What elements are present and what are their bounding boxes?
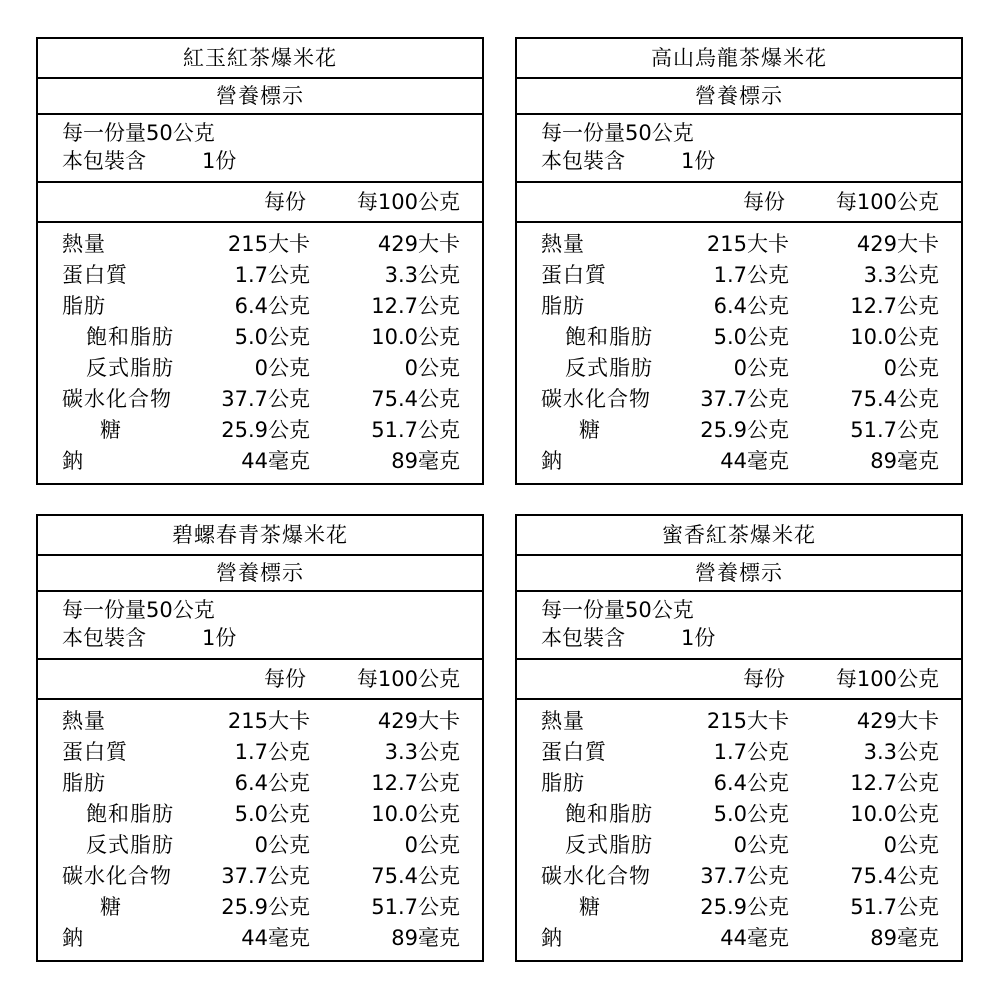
per-serving-value: 215大卡 [706,232,789,256]
serving-size-label: 每一份量 [62,598,146,622]
nutrient-name: 脂肪 [62,771,106,795]
table-row [38,260,482,291]
nutrient-name: 碳水化合物 [541,864,651,888]
nutrient-rows [517,706,961,954]
servings-value: 1份 [202,626,237,650]
table-row [38,291,482,322]
label-subtitle: 營養標示 [38,79,482,115]
table-row [517,923,961,954]
table-row [38,706,482,737]
nutrient-rows [517,229,961,477]
nutrient-name: 反式脂肪 [86,833,174,857]
serving-info [62,119,236,175]
table-row [38,415,482,446]
per-serving-value: 44毫克 [720,449,789,473]
table-row [38,229,482,260]
serving-size-value: 50公克 [146,598,215,622]
serving-size-value: 50公克 [625,598,694,622]
col-per-100g: 每100公克 [356,190,460,214]
per-100g-value: 12.7公克 [371,294,460,318]
column-header [38,181,482,223]
per-serving-value: 25.9公克 [700,418,789,442]
per-serving-value: 37.7公克 [700,864,789,888]
servings-label: 本包裝含 [541,626,625,650]
table-row [517,229,961,260]
nutrient-name: 糖 [579,418,601,442]
servings-label: 本包裝含 [62,626,146,650]
per-100g-value: 51.7公克 [850,895,939,919]
per-serving-value: 5.0公克 [713,802,789,826]
per-serving-value: 44毫克 [720,926,789,950]
label-title: 蜜香紅茶爆米花 [517,516,961,556]
nutrient-name: 熱量 [541,709,585,733]
table-row [38,923,482,954]
per-100g-value: 75.4公克 [371,387,460,411]
per-serving-value: 0公克 [733,833,789,857]
servings-value: 1份 [202,149,237,173]
table-row [517,291,961,322]
label-subtitle: 營養標示 [517,79,961,115]
per-serving-value: 0公克 [254,356,310,380]
servings-value: 1份 [681,149,716,173]
per-serving-value: 25.9公克 [700,895,789,919]
serving-info [62,596,236,652]
col-per-serving: 每份 [264,190,306,214]
col-per-serving: 每份 [264,667,306,691]
per-serving-value: 6.4公克 [713,771,789,795]
label-subtitle: 營養標示 [517,556,961,592]
table-row [517,861,961,892]
nutrient-name: 反式脂肪 [565,356,653,380]
nutrition-label-0 [36,37,484,485]
per-serving-value: 1.7公克 [713,740,789,764]
per-100g-value: 89毫克 [870,926,939,950]
table-row [38,861,482,892]
servings-label: 本包裝含 [62,149,146,173]
nutrient-name: 飽和脂肪 [565,802,653,826]
nutrient-name: 蛋白質 [541,740,607,764]
per-serving-value: 37.7公克 [221,864,310,888]
table-row [38,799,482,830]
per-serving-value: 0公克 [254,833,310,857]
table-row [517,768,961,799]
label-subtitle: 營養標示 [38,556,482,592]
table-row [517,706,961,737]
per-100g-value: 51.7公克 [371,895,460,919]
nutrient-name: 鈉 [62,926,84,950]
table-row [517,415,961,446]
nutrient-rows [38,706,482,954]
servings-label: 本包裝含 [541,149,625,173]
table-row [38,892,482,923]
nutrient-name: 蛋白質 [541,263,607,287]
nutrient-name: 碳水化合物 [62,864,172,888]
per-100g-value: 75.4公克 [850,864,939,888]
table-row [517,737,961,768]
per-serving-value: 0公克 [733,356,789,380]
per-serving-value: 6.4公克 [234,294,310,318]
per-serving-value: 215大卡 [227,709,310,733]
nutrient-name: 飽和脂肪 [86,325,174,349]
nutrient-name: 碳水化合物 [541,387,651,411]
per-serving-value: 5.0公克 [713,325,789,349]
per-100g-value: 429大卡 [856,709,939,733]
table-row [517,830,961,861]
per-100g-value: 75.4公克 [371,864,460,888]
table-row [38,384,482,415]
nutrient-name: 脂肪 [541,294,585,318]
nutrient-name: 反式脂肪 [565,833,653,857]
column-header [517,658,961,700]
per-100g-value: 89毫克 [870,449,939,473]
nutrient-name: 熱量 [541,232,585,256]
per-100g-value: 429大卡 [377,232,460,256]
per-serving-value: 6.4公克 [713,294,789,318]
col-per-100g: 每100公克 [356,667,460,691]
per-100g-value: 0公克 [883,356,939,380]
nutrient-rows [38,229,482,477]
nutrient-name: 脂肪 [62,294,106,318]
per-serving-value: 37.7公克 [221,387,310,411]
table-row [517,892,961,923]
per-serving-value: 5.0公克 [234,325,310,349]
nutrition-label-2 [36,514,484,962]
per-100g-value: 12.7公克 [371,771,460,795]
serving-info [541,596,715,652]
col-per-serving: 每份 [743,667,785,691]
per-100g-value: 89毫克 [391,926,460,950]
serving-size-value: 50公克 [146,121,215,145]
table-row [38,322,482,353]
label-title: 紅玉紅茶爆米花 [38,39,482,79]
nutrient-name: 脂肪 [541,771,585,795]
table-row [38,446,482,477]
per-serving-value: 25.9公克 [221,418,310,442]
per-serving-value: 6.4公克 [234,771,310,795]
per-100g-value: 429大卡 [377,709,460,733]
table-row [517,384,961,415]
per-100g-value: 3.3公克 [384,740,460,764]
nutrient-name: 糖 [579,895,601,919]
per-serving-value: 1.7公克 [713,263,789,287]
table-row [517,260,961,291]
nutrition-label-1 [515,37,963,485]
nutrient-name: 熱量 [62,232,106,256]
table-row [517,446,961,477]
per-serving-value: 44毫克 [241,449,310,473]
table-row [38,830,482,861]
nutrient-name: 飽和脂肪 [565,325,653,349]
per-100g-value: 89毫克 [391,449,460,473]
per-100g-value: 0公克 [404,833,460,857]
per-100g-value: 12.7公克 [850,294,939,318]
per-serving-value: 1.7公克 [234,263,310,287]
table-row [38,353,482,384]
per-serving-value: 1.7公克 [234,740,310,764]
nutrient-name: 碳水化合物 [62,387,172,411]
per-serving-value: 37.7公克 [700,387,789,411]
per-100g-value: 429大卡 [856,232,939,256]
nutrient-name: 糖 [100,895,122,919]
column-header [517,181,961,223]
label-title: 碧螺春青茶爆米花 [38,516,482,556]
table-row [517,799,961,830]
per-100g-value: 10.0公克 [850,802,939,826]
per-100g-value: 0公克 [883,833,939,857]
nutrient-name: 蛋白質 [62,740,128,764]
per-serving-value: 25.9公克 [221,895,310,919]
per-100g-value: 51.7公克 [850,418,939,442]
nutrition-label-3 [515,514,963,962]
per-serving-value: 44毫克 [241,926,310,950]
table-row [38,737,482,768]
per-100g-value: 3.3公克 [863,740,939,764]
label-title: 高山烏龍茶爆米花 [517,39,961,79]
per-100g-value: 3.3公克 [863,263,939,287]
per-100g-value: 10.0公克 [850,325,939,349]
column-header [38,658,482,700]
nutrient-name: 鈉 [541,449,563,473]
nutrient-name: 蛋白質 [62,263,128,287]
serving-size-value: 50公克 [625,121,694,145]
nutrient-name: 鈉 [62,449,84,473]
per-100g-value: 10.0公克 [371,325,460,349]
per-100g-value: 75.4公克 [850,387,939,411]
nutrient-name: 糖 [100,418,122,442]
table-row [517,353,961,384]
per-100g-value: 0公克 [404,356,460,380]
per-serving-value: 215大卡 [227,232,310,256]
servings-value: 1份 [681,626,716,650]
per-100g-value: 10.0公克 [371,802,460,826]
nutrient-name: 飽和脂肪 [86,802,174,826]
per-serving-value: 215大卡 [706,709,789,733]
col-per-100g: 每100公克 [835,190,939,214]
per-100g-value: 12.7公克 [850,771,939,795]
per-100g-value: 3.3公克 [384,263,460,287]
per-serving-value: 5.0公克 [234,802,310,826]
nutrient-name: 反式脂肪 [86,356,174,380]
col-per-100g: 每100公克 [835,667,939,691]
col-per-serving: 每份 [743,190,785,214]
nutrient-name: 鈉 [541,926,563,950]
serving-size-label: 每一份量 [541,598,625,622]
nutrient-name: 熱量 [62,709,106,733]
table-row [38,768,482,799]
serving-size-label: 每一份量 [541,121,625,145]
serving-info [541,119,715,175]
per-100g-value: 51.7公克 [371,418,460,442]
serving-size-label: 每一份量 [62,121,146,145]
table-row [517,322,961,353]
